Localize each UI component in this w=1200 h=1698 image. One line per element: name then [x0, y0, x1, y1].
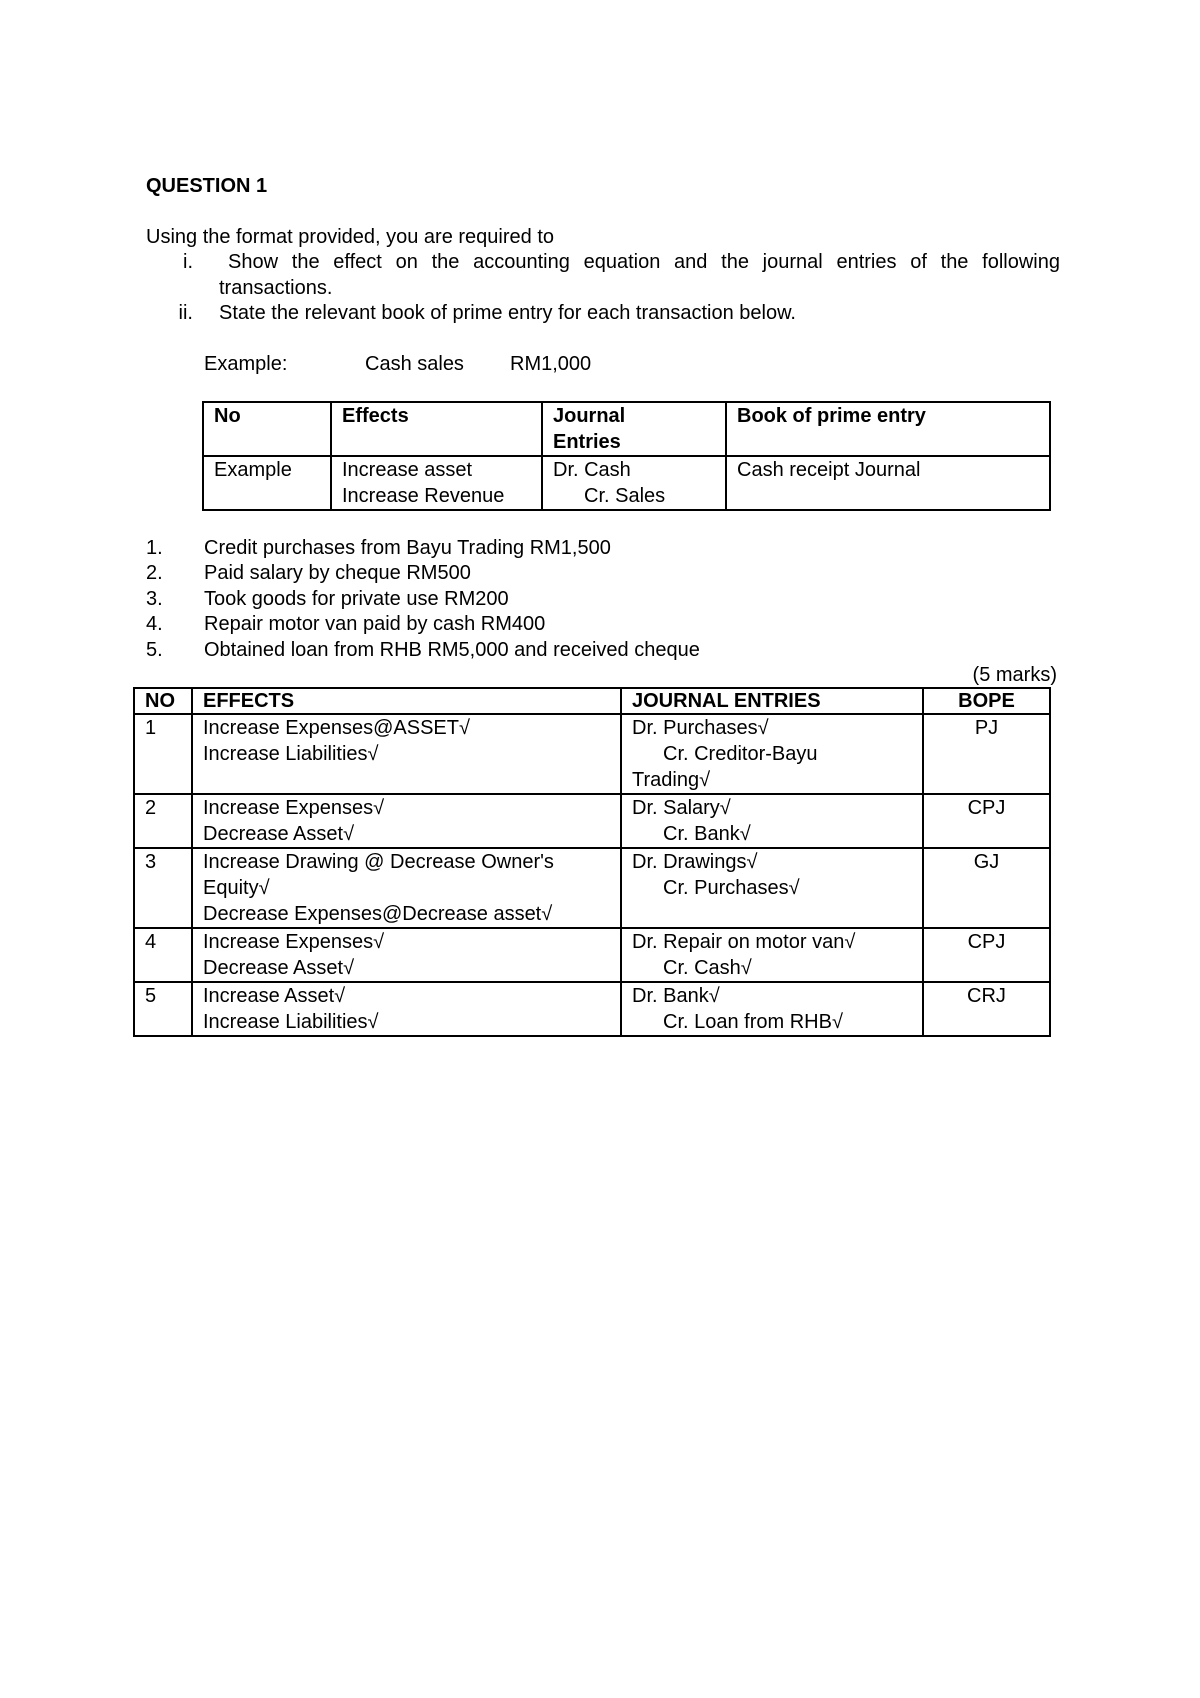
- header-bope: BOPE: [923, 688, 1050, 714]
- row-journal: [621, 714, 923, 794]
- header-journal-label: Journal Entries: [553, 405, 626, 453]
- row-bope: PJ: [923, 714, 1050, 794]
- table-row: [134, 982, 1050, 1036]
- effect-line: Increase Liabilities√: [203, 743, 379, 765]
- header-effects: EFFECTS: [192, 688, 621, 714]
- instruction-text: Show the effect on the accounting equation and the journal entries of the following: [228, 251, 1060, 273]
- row-bope: CPJ: [923, 928, 1050, 982]
- row-effects: [192, 928, 621, 982]
- table-row: [134, 714, 1050, 794]
- row-no: 2: [134, 794, 192, 848]
- credit-entry: Cr. Cash√: [663, 957, 752, 979]
- marks-label: (5 marks): [972, 664, 1057, 686]
- table-row: [134, 848, 1050, 928]
- header-journal: [542, 402, 726, 456]
- debit-entry: Dr. Repair on motor van√: [632, 931, 856, 953]
- credit-entry: Cr. Creditor-Bayu: [663, 743, 818, 765]
- row-effects: [192, 982, 621, 1036]
- instruction-number: i.: [183, 251, 193, 273]
- credit-entry: Cr. Sales: [584, 485, 666, 507]
- row-bope: GJ: [923, 848, 1050, 928]
- row-journal: [621, 794, 923, 848]
- header-effects: Effects: [331, 402, 542, 456]
- instruction-continuation: transactions.: [219, 277, 333, 299]
- header-book: Book of prime entry: [726, 402, 1050, 456]
- debit-entry: Dr. Drawings√: [632, 851, 758, 873]
- debit-entry: Dr. Bank√: [632, 985, 720, 1007]
- table-row: [134, 928, 1050, 982]
- list-text: Obtained loan from RHB RM5,000 and received cheque: [204, 639, 700, 661]
- effect-line: Decrease Asset√: [203, 823, 355, 845]
- row-no: 1: [134, 714, 192, 794]
- list-number: 1.: [146, 537, 163, 559]
- question-title: QUESTION 1: [146, 175, 268, 197]
- example-book: Cash receipt Journal: [726, 456, 1050, 510]
- list-number: 4.: [146, 613, 163, 635]
- debit-entry: Dr. Salary√: [632, 797, 731, 819]
- effect-line: Increase Expenses√: [203, 797, 385, 819]
- debit-entry: Dr. Cash: [553, 459, 631, 481]
- effect-line: Increase Liabilities√: [203, 1011, 379, 1033]
- row-bope: CPJ: [923, 794, 1050, 848]
- row-journal: [621, 928, 923, 982]
- credit-entry: Cr. Purchases√: [663, 877, 800, 899]
- intro-text: Using the format provided, you are required to: [146, 226, 554, 248]
- row-journal: [621, 848, 923, 928]
- effect-line: Increase Expenses√: [203, 931, 385, 953]
- list-text: Credit purchases from Bayu Trading RM1,500: [204, 537, 611, 559]
- list-item: [146, 587, 509, 611]
- effect-line: Equity√: [203, 877, 270, 899]
- row-no: 3: [134, 848, 192, 928]
- example-amount: RM1,000: [510, 353, 592, 375]
- header-no: NO: [134, 688, 192, 714]
- list-item: [146, 536, 611, 560]
- list-text: Repair motor van paid by cash RM400: [204, 613, 546, 635]
- example-journal: [542, 456, 726, 510]
- list-item: [146, 561, 471, 585]
- table-row: [203, 456, 1050, 510]
- header-journal: JOURNAL ENTRIES: [621, 688, 923, 714]
- list-text: Took goods for private use RM200: [204, 588, 509, 610]
- credit-entry: Cr. Loan from RHB√: [663, 1011, 843, 1033]
- example-label: Example:: [204, 353, 288, 375]
- list-number: 2.: [146, 562, 163, 584]
- row-effects: [192, 714, 621, 794]
- instruction-number: ii.: [178, 302, 193, 324]
- header-no: No: [203, 402, 331, 456]
- list-number: 3.: [146, 588, 163, 610]
- example-table: [202, 401, 1051, 511]
- row-journal: [621, 982, 923, 1036]
- row-bope: CRJ: [923, 982, 1050, 1036]
- example-item: Cash sales: [365, 353, 464, 375]
- row-no: 4: [134, 928, 192, 982]
- row-no: 5: [134, 982, 192, 1036]
- answer-table: [133, 687, 1051, 1037]
- effect-line: Increase Asset√: [203, 985, 346, 1007]
- list-item: [146, 612, 545, 636]
- example-no: Example: [203, 456, 331, 510]
- credit-entry: Cr. Bank√: [663, 823, 751, 845]
- effect-line: Decrease Asset√: [203, 957, 355, 979]
- table-header-row: [134, 688, 1050, 714]
- effect-line: Decrease Expenses@Decrease asset√: [203, 903, 553, 925]
- list-text: Paid salary by cheque RM500: [204, 562, 471, 584]
- effect-line: Increase asset: [342, 459, 473, 481]
- row-effects: [192, 848, 621, 928]
- effect-line: Increase Drawing @ Decrease Owner's: [203, 851, 554, 873]
- list-number: 5.: [146, 639, 163, 661]
- row-effects: [192, 794, 621, 848]
- effect-line: Increase Expenses@ASSET√: [203, 717, 470, 739]
- table-header-row: [203, 402, 1050, 456]
- list-item: [146, 638, 700, 662]
- table-row: [134, 794, 1050, 848]
- instruction-text: State the relevant book of prime entry for each transaction below.: [219, 302, 796, 324]
- example-effects: [331, 456, 542, 510]
- effect-line: Increase Revenue: [342, 485, 505, 507]
- credit-entry-continuation: Trading√: [632, 769, 711, 791]
- debit-entry: Dr. Purchases√: [632, 717, 769, 739]
